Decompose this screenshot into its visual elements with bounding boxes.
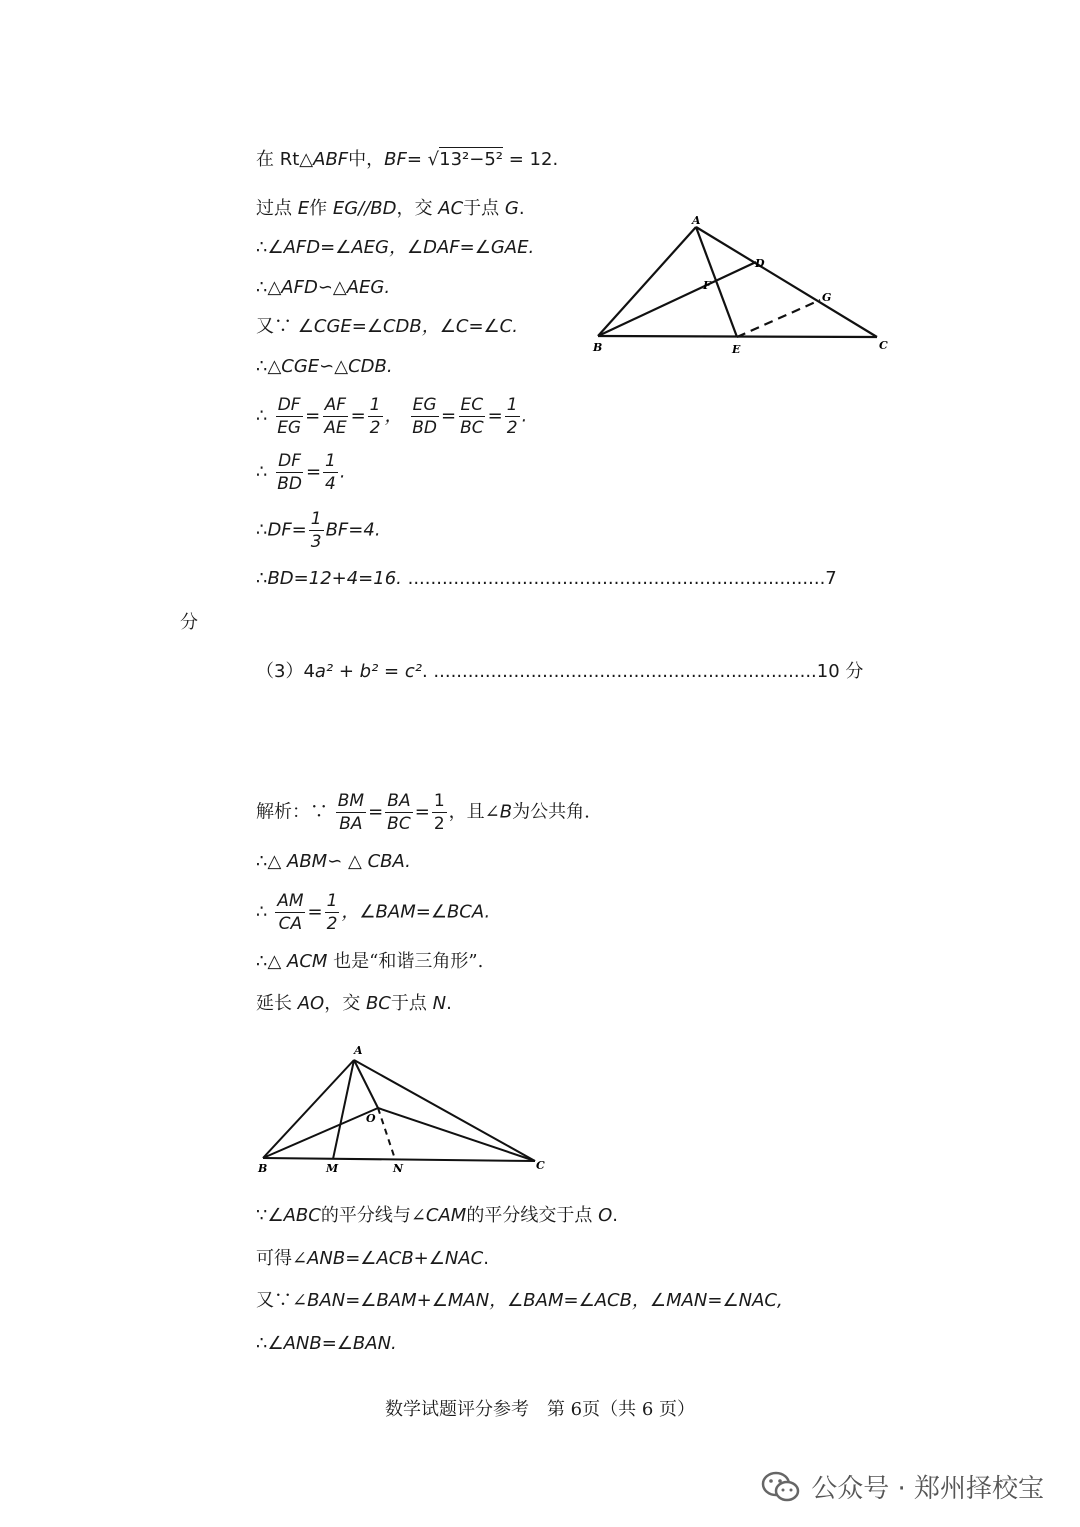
label-d: D <box>755 257 765 270</box>
label-g: G <box>822 291 832 304</box>
line-angles-equal: ∴∠AFD=∠AEG，∠DAF=∠GAE. <box>256 237 535 258</box>
line-extend-ao: 延长 AO，交 BC于点 N. <box>256 993 452 1014</box>
line-bisectors: ∵∠ABC的平分线与∠CAM的平分线交于点 O. <box>256 1205 618 1226</box>
fraction: $\frac{1}{4}$ <box>325 451 336 494</box>
triangle-figure-1 <box>585 215 895 360</box>
fraction: $\frac{DF}{EG}$ <box>277 395 302 438</box>
line-anb-eq-ban: ∴∠ANB=∠BAN. <box>256 1333 397 1354</box>
watermark <box>761 1468 1044 1505</box>
line-bd-value: ∴BD=12+4=16. .........................................................................7 <box>256 568 837 589</box>
label-c: C <box>536 1159 545 1172</box>
line-angles-cge: 又∵ ∠CGE=∠CDB，∠C=∠C. <box>256 316 518 337</box>
line-analysis-ratio: 解析：∵ $\frac{BM}{BA}$ = $\frac{BA}{BC}$ = $\frac{1}{2}$ ，且∠B为公共角. <box>256 791 590 834</box>
page-footer: 数学试题评分参考 第 6页（共 6 页） <box>384 1399 696 1420</box>
fraction: $\frac{1}{2}$ <box>506 395 518 438</box>
score-unit: 分 <box>180 612 198 633</box>
line-df-value: ∴DF= $\frac{1}{3}$ BF=4. <box>256 509 381 552</box>
line-construct-eg: 过点 E作 EG//BD，交 AC于点 G. <box>256 198 525 219</box>
label-c: C <box>879 339 888 352</box>
line-part3-answer: （3）4a² + b² = c². ...................................................................10 分 <box>256 661 864 682</box>
label-a: A <box>354 1044 363 1057</box>
wechat-icon <box>761 1470 801 1504</box>
line-similar-abm-cba: ∴△ ABM∽ △ CBA. <box>256 851 411 872</box>
line-bf-value: 在 Rt△ABF中，BF= √13²−5² = 12. <box>256 149 559 170</box>
fraction: $\frac{EG}{BD}$ <box>412 395 437 438</box>
line-anb-sum: 可得∠ANB=∠ACB+∠NAC. <box>256 1248 489 1269</box>
label-b: B <box>258 1162 268 1175</box>
line-am-ca-ratio: ∴ $\frac{AM}{CA}$ = $\frac{1}{2}$ ，∠BAM=∠BCA. <box>256 891 491 934</box>
line-ban-sum: 又∵∠BAN=∠BAM+∠MAN，∠BAM=∠ACB，∠MAN=∠NAC, <box>256 1290 783 1311</box>
fraction: $\frac{1}{3}$ <box>310 509 322 552</box>
line-similar-cge-cdb: ∴△CGE∽△CDB. <box>256 356 393 377</box>
fraction: $\frac{1}{2}$ <box>433 791 445 834</box>
fraction: $\frac{EC}{BC}$ <box>460 395 484 438</box>
fraction: $\frac{BA}{BC}$ <box>387 791 411 834</box>
fraction: $\frac{1}{2}$ <box>326 891 338 934</box>
label-a: A <box>692 215 701 227</box>
label-m: M <box>326 1162 339 1175</box>
line-ratios: ∴ $\frac{DF}{EG}$ = $\frac{AF}{AE}$ = $\frac{1}{2}$ ， $\frac{EG}{BD}$ = $\frac{EC}{BC}$ = $\frac{1}{2}$ . <box>256 395 528 438</box>
fraction: $\frac{BM}{BA}$ <box>337 791 365 834</box>
line-acm-harmonic: ∴△ ACM 也是“和谐三角形”. <box>256 951 484 972</box>
fraction: $\frac{DF}{BD}$ <box>277 451 302 494</box>
label-e: E <box>732 343 741 356</box>
line-df-bd-ratio: ∴ $\frac{DF}{BD}$ = $\frac{1}{4}$ . <box>256 451 346 494</box>
label-n: N <box>393 1162 404 1175</box>
label-b: B <box>593 341 603 354</box>
label-o: O <box>366 1112 376 1125</box>
triangle-figure-2 <box>250 1040 550 1180</box>
label-f: F <box>703 279 711 292</box>
fraction: $\frac{1}{2}$ <box>369 395 381 438</box>
fraction: $\frac{AM}{CA}$ <box>277 891 304 934</box>
watermark-text: 公众号 · 郑州择校宝 <box>811 1474 1044 1504</box>
fraction: $\frac{AF}{AE}$ <box>324 395 347 438</box>
line-similar-afd-aeg: ∴△AFD∽△AEG. <box>256 277 391 298</box>
